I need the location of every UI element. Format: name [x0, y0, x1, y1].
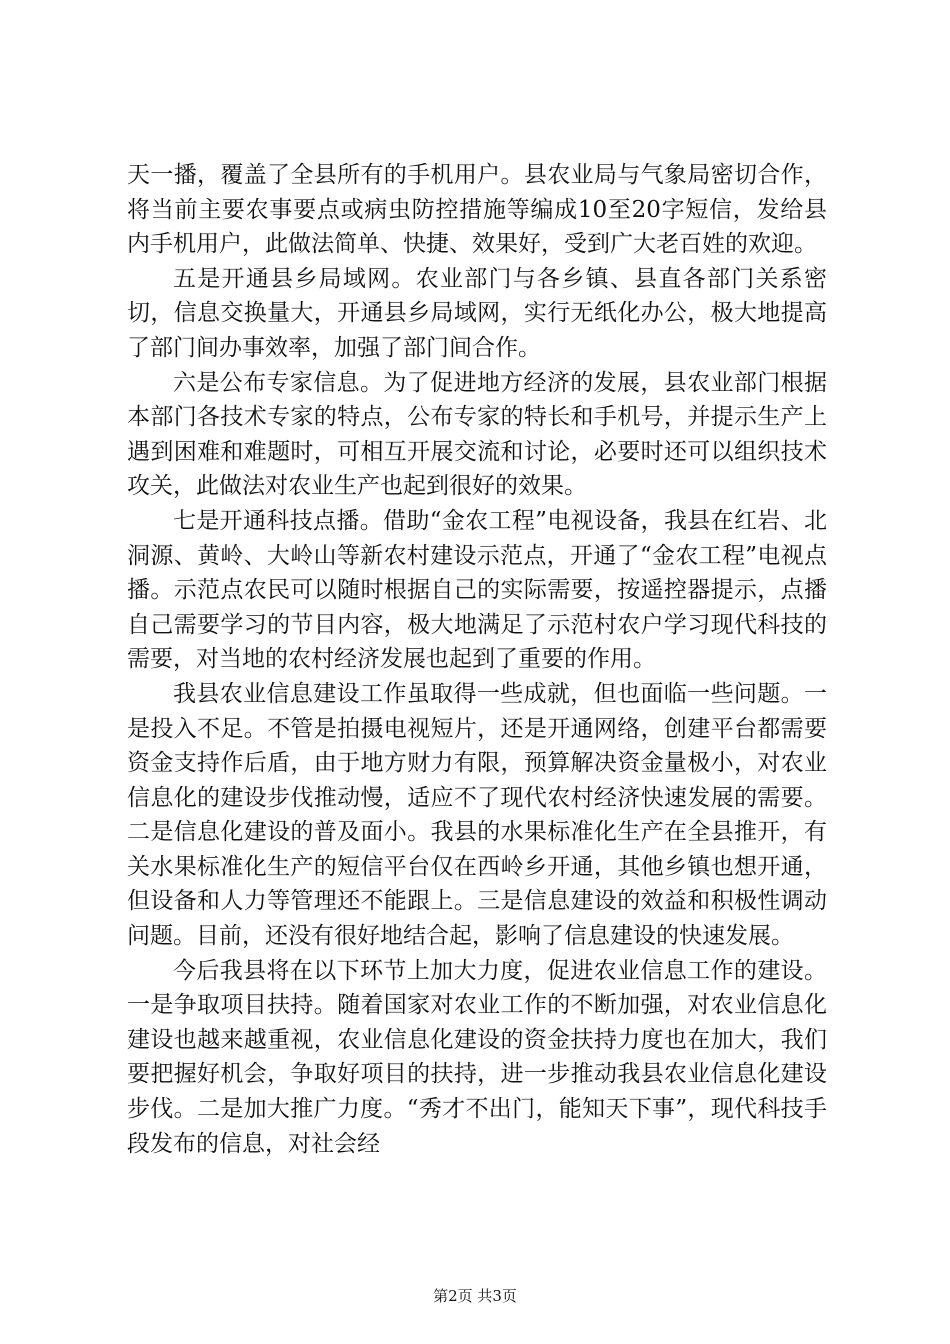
paragraph-problems: 我县农业信息建设工作虽取得一些成就，但也面临一些问题。一是投入不足。不管是拍摄电视短片，还是开通网络，创建平台都需要资金支持作后盾，由于地方财力有限，预算解决资金量极小，对农业信息化的建设步伐推动慢，适应不了现代农村经济快速发展的需要。二是信息化建设的普及面小。我县的水果标准化生产在全县推开，有关水果标准化生产的短信平台仅在西岭乡开通，其他乡镇也想开通，但设备和人力等管理还不能跟上。三是信息建设的效益和积极性调动问题。目前，还没有很好地结合起，影响了信息建设的快速发展。 [127, 680, 827, 950]
paragraph-tech-vod: 七是开通科技点播。借助“金农工程”电视设备，我县在红岩、北洞源、黄岭、大岭山等新农村建设示范点，开通了“金农工程”电视点播。示范点农民可以随时根据自己的实际需要，按遥控器提示，点播自己需要学习的节目内容，极大地满足了示范村农户学习现代科技的需要，对当地的农村经济发展也起到了重要的作用。 [127, 507, 827, 673]
paragraph-lan: 五是开通县乡局域网。农业部门与各乡镇、县直各部门关系密切，信息交换量大，开通县乡局域网，实行无纸化办公，极大地提高了部门间办事效率，加强了部门间合作。 [127, 265, 827, 361]
page-footer: 第2页 共3页 [433, 1287, 517, 1305]
paragraph-experts: 六是公布专家信息。为了促进地方经济的发展，县农业部门根据本部门各技术专家的特点，公布专家的特长和手机号，并提示生产上遇到困难和难题时，可相互开展交流和讨论，必要时还可以组织技术攻关，此做法对农业生产也起到很好的效果。 [127, 369, 827, 500]
paragraph-continuation: 天一播，覆盖了全县所有的手机用户。县农业局与气象局密切合作，将当前主要农事要点或病虫防控措施等编成10至20字短信，发给县内手机用户，此做法简单、快捷、效果好，受到广大老百姓的欢迎。 [127, 162, 827, 258]
document-body [127, 158, 827, 1161]
paragraph-future: 今后我县将在以下环节上加大力度，促进农业信息工作的建设。一是争取项目扶持。随着国家对农业工作的不断加强，对农业信息化建设也越来越重视，农业信息化建设的资金扶持力度也在加大，我们要把握好机会，争取好项目的扶持，进一步推动我县农业信息化建设步伐。二是加大推广力度。“秀才不出门，能知天下事”，现代科技手段发布的信息，对社会经 [127, 957, 827, 1157]
